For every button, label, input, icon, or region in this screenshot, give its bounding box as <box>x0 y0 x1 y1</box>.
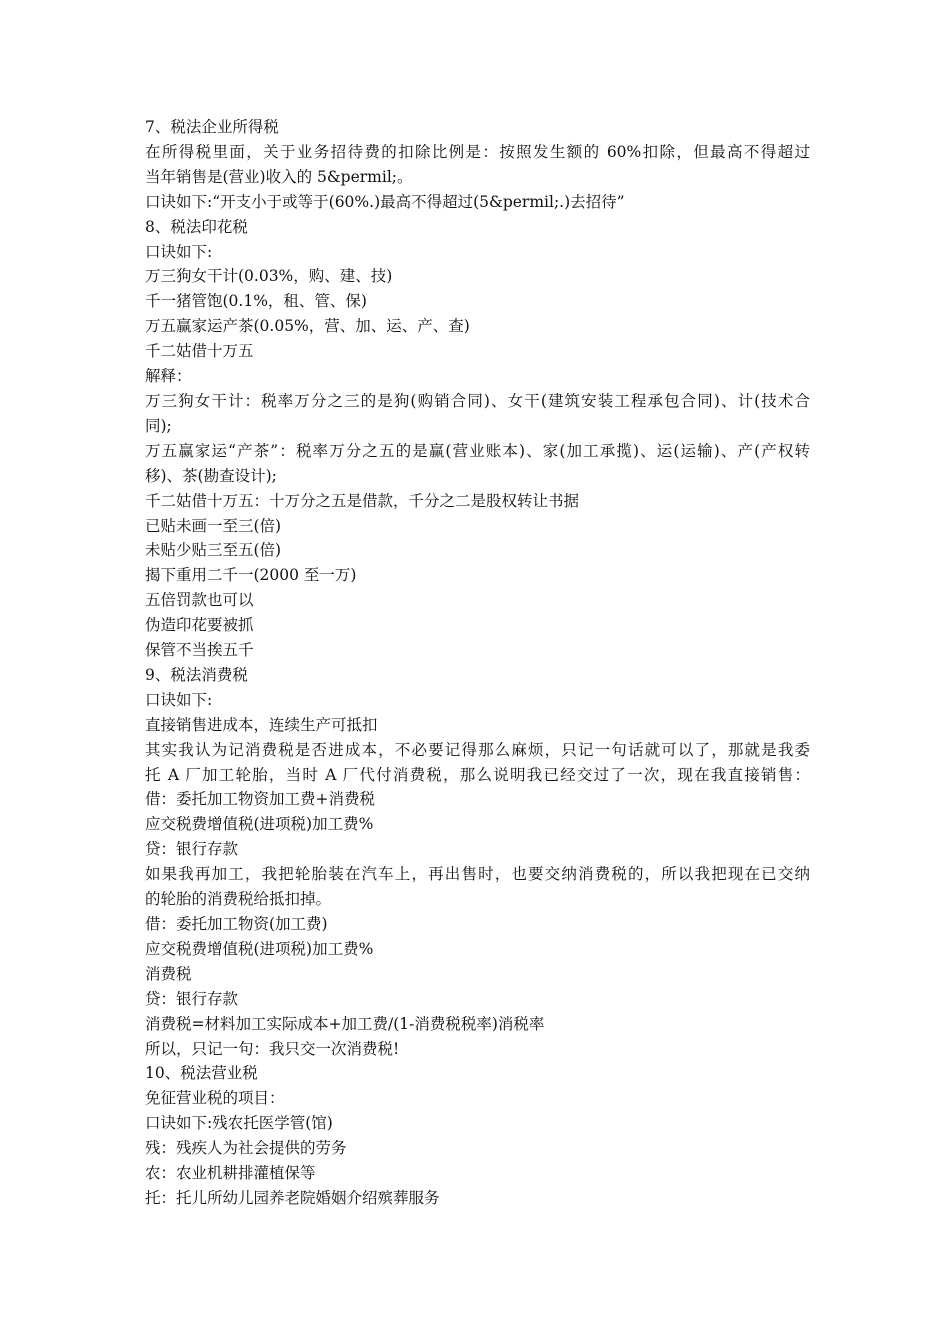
text-line: 其实我认为记消费税是否进成本，不必要记得那么麻烦，只记一句话就可以了，那就是我委 <box>145 740 810 759</box>
text-line: 直接销售进成本，连续生产可抵扣 <box>145 715 378 734</box>
document-body <box>145 115 810 1211</box>
text-line: 当年销售是(营业)收入的 5&permil;。 <box>145 167 413 186</box>
text-line: 农：农业机耕排灌植保等 <box>145 1164 316 1183</box>
text-line: 消费税=材料加工实际成本+加工费/(1-消费税税率)消税率 <box>145 1014 545 1033</box>
text-line: 千一猪管饱(0.1%，租、管、保) <box>145 292 367 311</box>
text-line: 万五赢家运“产茶”：税率万分之五的是赢(营业账本)、家(加工承揽)、运(运输)、产(产权转 <box>145 441 810 460</box>
text-line: 应交税费增值税(进项税)加工费% <box>145 815 374 834</box>
text-line: 千二姑借十万五：十万分之五是借款，千分之二是股权转让书据 <box>145 491 580 510</box>
text-line: 五倍罚款也可以 <box>145 591 254 610</box>
text-line: 已贴未画一至三(倍) <box>145 516 282 535</box>
text-line: 10、税法营业税 <box>145 1064 258 1083</box>
text-line: 借：委托加工物资加工费+消费税 <box>145 790 375 809</box>
text-line: 应交税费增值税(进项税)加工费% <box>145 939 374 958</box>
text-line: 7、税法企业所得税 <box>145 118 279 136</box>
text-line: 移)、茶(勘查设计); <box>145 466 277 485</box>
text-line: 伪造印花要被抓 <box>145 616 254 635</box>
text-line: 托：托儿所幼儿园养老院婚姻介绍殡葬服务 <box>145 1188 440 1207</box>
text-line: 口诀如下: <box>145 690 213 709</box>
text-line: 所以，只记一句：我只交一次消费税! <box>145 1039 400 1058</box>
text-line: 未贴少贴三至五(倍) <box>145 541 282 560</box>
text-line: 万三狗女干计(0.03%，购、建、技) <box>145 267 393 286</box>
text-line: 万三狗女干计：税率万分之三的是狗(购销合同)、女干(建筑安装工程承包合同)、计(技术合 <box>145 391 810 410</box>
text-line: 口诀如下:“开支小于或等于(60%.)最高不得超过(5&permil;.)去招待” <box>145 192 625 211</box>
text-line: 残：残疾人为社会提供的劳务 <box>145 1139 347 1158</box>
text-line: 的轮胎的消费税给抵扣掉。 <box>145 890 332 909</box>
text-line: 如果我再加工，我把轮胎装在汽车上，再出售时，也要交纳消费税的，所以我把现在已交纳 <box>145 865 810 884</box>
text-line: 万五赢家运产茶(0.05%，营、加、运、产、查) <box>145 317 470 336</box>
text-line: 8、税法印花税 <box>145 217 248 236</box>
text-line: 消费税 <box>145 964 192 983</box>
text-line: 同); <box>145 416 172 435</box>
text-line: 解释： <box>145 367 192 386</box>
text-line: 口诀如下: <box>145 242 213 261</box>
text-line: 托 A 厂加工轮胎，当时 A 厂代付消费税，那么说明我已经交过了一次，现在我直接销售： <box>145 765 810 784</box>
text-line: 免征营业税的项目： <box>145 1089 285 1108</box>
text-line: 揭下重用二千一(2000 至一万) <box>145 566 357 585</box>
text-line: 借：委托加工物资(加工费) <box>145 915 328 933</box>
text-line: 9、税法消费税 <box>145 665 248 684</box>
text-line: 贷：银行存款 <box>145 840 239 859</box>
text-line: 保管不当挨五千 <box>145 641 254 660</box>
text-line: 口诀如下:残农托医学管(馆) <box>145 1114 333 1133</box>
text-line: 千二姑借十万五 <box>145 342 254 361</box>
text-line: 在所得税里面，关于业务招待费的扣除比例是：按照发生额的 60%扣除，但最高不得超过 <box>145 142 810 161</box>
text-line: 贷：银行存款 <box>145 989 239 1008</box>
